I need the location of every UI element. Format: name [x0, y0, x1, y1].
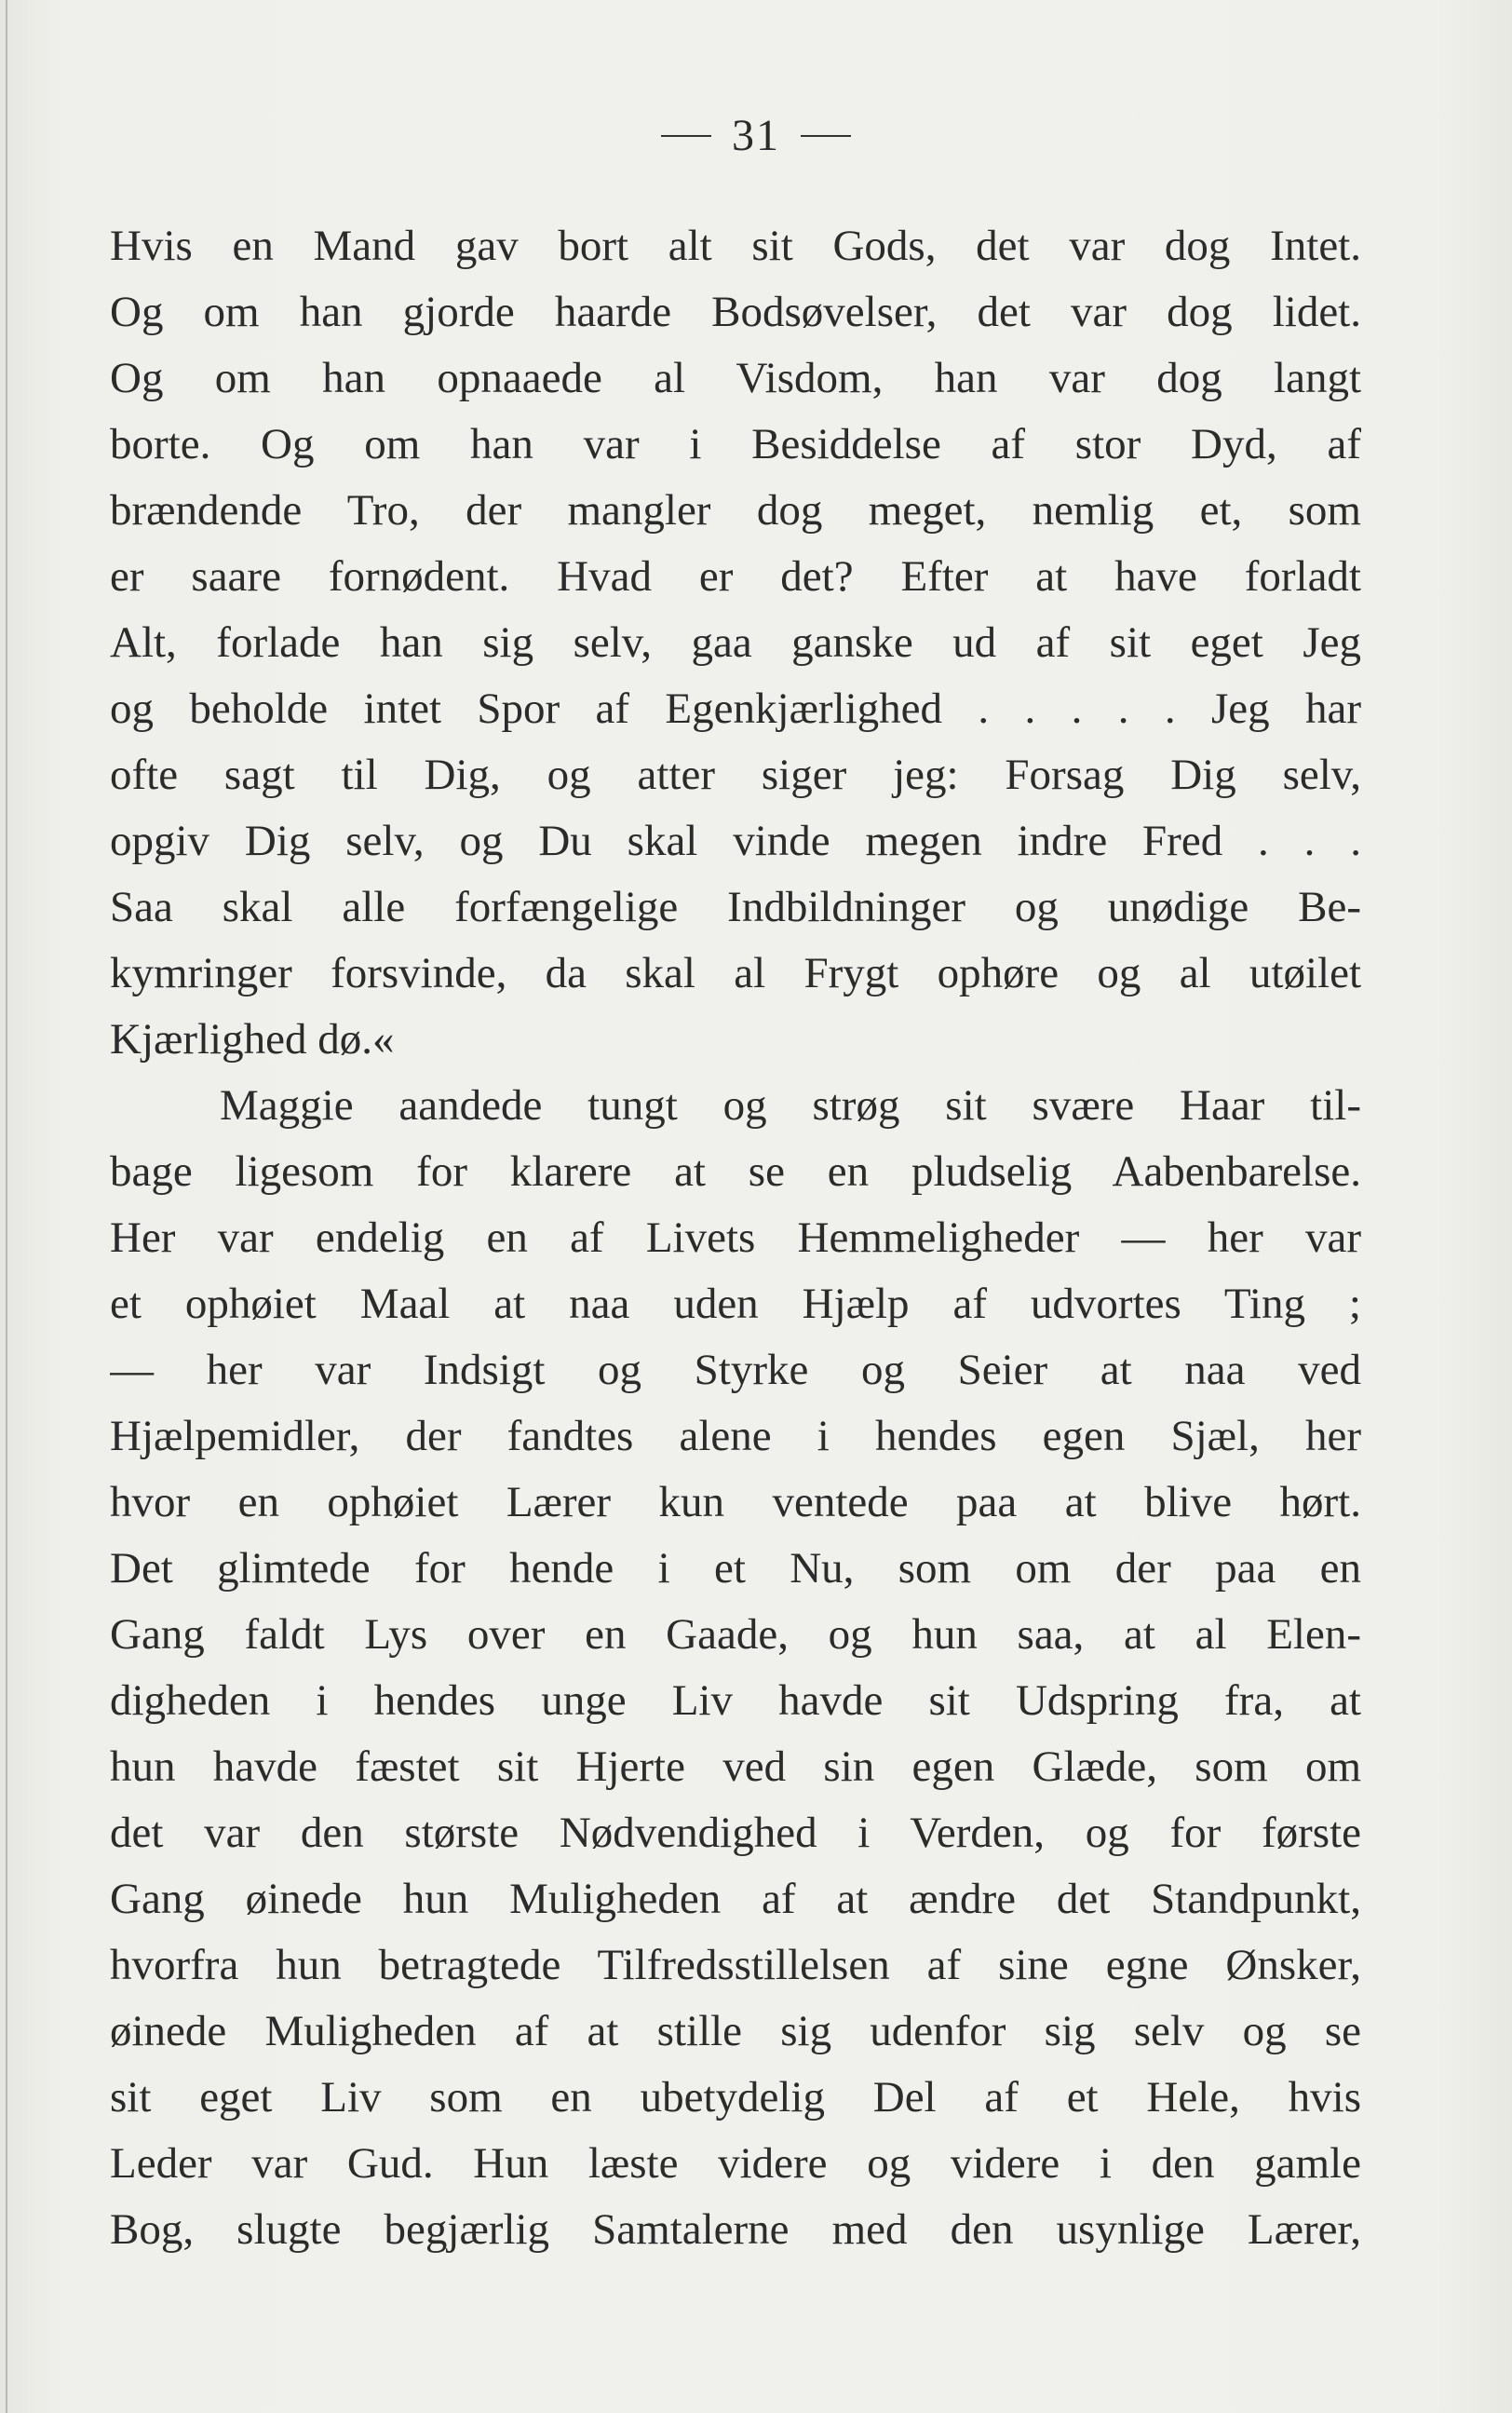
- text-line: digheden i hendes unge Liv havde sit Udspring fra, at: [110, 1676, 1361, 1725]
- text-line: øinede Muligheden af at stille sig udenfor sig selv og se: [110, 2007, 1361, 2055]
- text-line: Hjælpemidler, der fandtes alene i hendes egen Sjæl, her: [110, 1412, 1361, 1460]
- text-line: sit eget Liv som en ubetydelig Del af et Hele, hvis: [110, 2073, 1361, 2122]
- text-line: Og om han opnaaede al Visdom, han var dog langt: [110, 354, 1361, 402]
- text-line: kymringer forsvinde, da skal al Frygt ophøre og al utøilet: [110, 949, 1361, 997]
- page-number: 31: [732, 111, 780, 160]
- text-line: det var den største Nødvendighed i Verden, og for første: [110, 1809, 1361, 1857]
- text-line: er saare fornødent. Hvad er det? Efter at have forladt: [110, 552, 1361, 601]
- text-line: opgiv Dig selv, og Du skal vinde megen indre Fred . . .: [110, 817, 1361, 865]
- page-edge-line: [6, 0, 7, 2413]
- body-text: [110, 213, 1361, 2263]
- paragraph-1: [110, 213, 1361, 1073]
- text-line: et ophøiet Maal at naa uden Hjælp af udvortes Ting ;: [110, 1280, 1361, 1328]
- text-line: Gang faldt Lys over en Gaade, og hun saa, at al Elen-: [110, 1610, 1361, 1659]
- text-line: Bog, slugte begjærlig Samtalerne med den usynlige Lærer,: [110, 2205, 1361, 2254]
- left-dash: [661, 135, 711, 137]
- text-line: og beholde intet Spor af Egenkjærlighed . . . . . Jeg har: [110, 685, 1361, 733]
- text-line: hvor en ophøiet Lærer kun ventede paa at blive hørt.: [110, 1478, 1361, 1526]
- text-line: Saa skal alle forfængelige Indbildninger og unødige Be-: [110, 883, 1361, 931]
- text-line: Maggie aandede tungt og strøg sit svære Haar til-: [220, 1081, 1361, 1130]
- text-line: Leder var Gud. Hun læste videre og videre i den gamle: [110, 2139, 1361, 2188]
- text-line: Og om han gjorde haarde Bodsøvelser, det var dog lidet.: [110, 288, 1361, 336]
- text-line: ofte sagt til Dig, og atter siger jeg: Forsag Dig selv,: [110, 751, 1361, 799]
- right-dash: [801, 135, 851, 137]
- text-line: — her var Indsigt og Styrke og Seier at naa ved: [110, 1346, 1361, 1394]
- text-line: Gang øinede hun Muligheden af at ændre det Standpunkt,: [110, 1875, 1361, 1923]
- text-line: borte. Og om han var i Besiddelse af stor Dyd, af: [110, 420, 1361, 468]
- text-line: brændende Tro, der mangler dog meget, nemlig et, som: [110, 486, 1361, 535]
- text-line: hun havde fæstet sit Hjerte ved sin egen Glæde, som om: [110, 1742, 1361, 1791]
- text-line: hvorfra hun betragtede Tilfredsstillelsen af sine egne Ønsker,: [110, 1941, 1361, 1989]
- text-line: Kjærlighed dø.«: [110, 1015, 395, 1064]
- page-number-header: [0, 110, 1512, 161]
- paragraph-2: [110, 1073, 1361, 2263]
- text-line: bage ligesom for klarere at se en pludselig Aabenbarelse.: [110, 1147, 1361, 1196]
- text-line: Hvis en Mand gav bort alt sit Gods, det var dog Intet.: [110, 222, 1361, 270]
- text-line: Alt, forlade han sig selv, gaa ganske ud af sit eget Jeg: [110, 618, 1361, 667]
- text-line: Det glimtede for hende i et Nu, som om der paa en: [110, 1544, 1361, 1593]
- text-line: Her var endelig en af Livets Hemmeligheder — her var: [110, 1213, 1361, 1262]
